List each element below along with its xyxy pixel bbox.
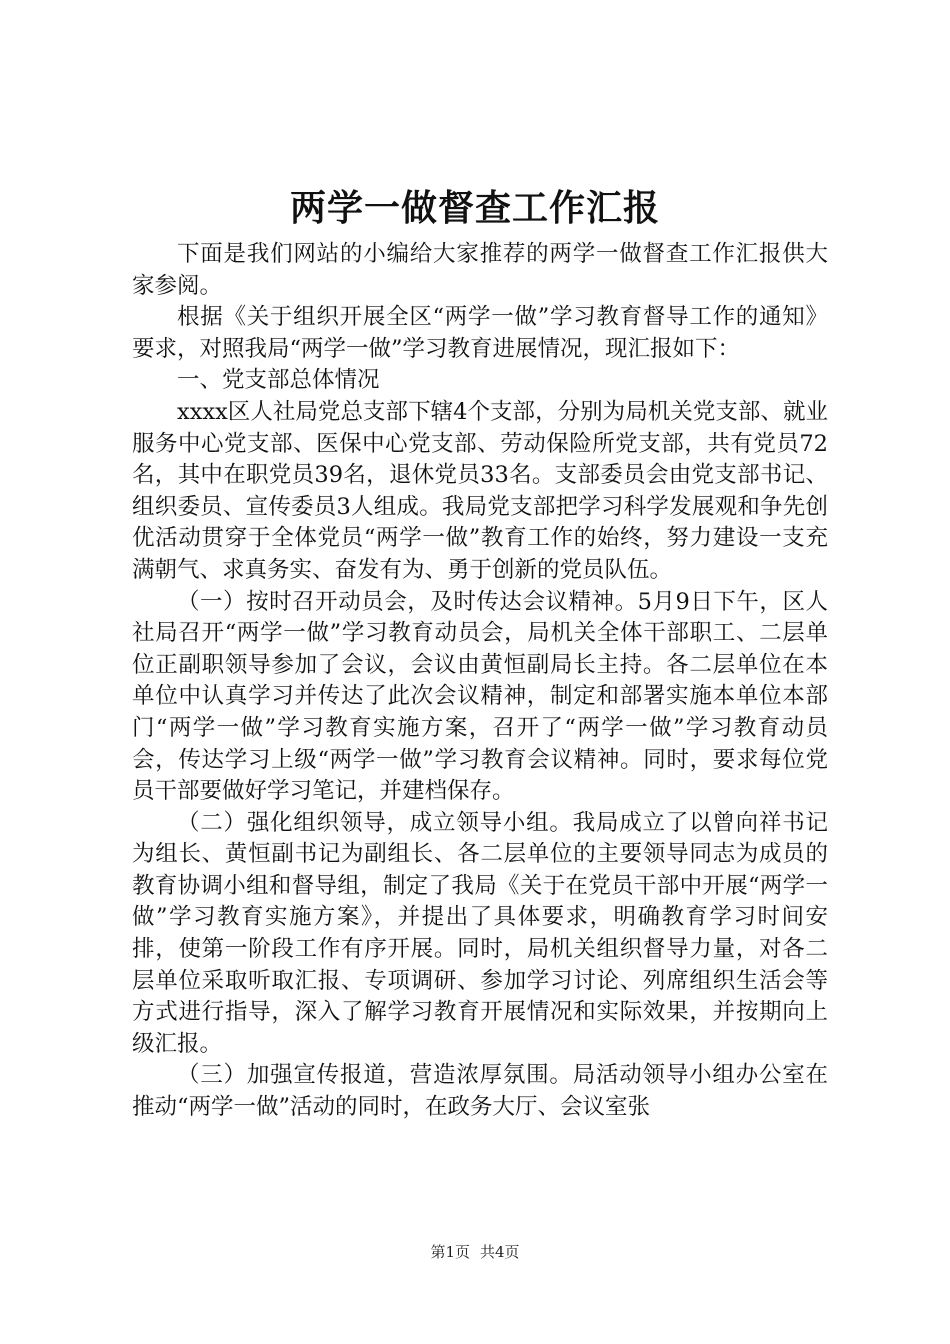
document-title: 两学一做督查工作汇报: [289, 187, 660, 229]
paragraph-item-3: （三）加强宣传报道，营造浓厚氛围。局活动领导小组办公室在推动“两学一做”活动的同时，在政务大厅、会议室张: [132, 1062, 828, 1121]
page-footer: [0, 1240, 950, 1264]
paragraph-notice: 根据《关于组织开展全区“两学一做”学习教育督导工作的通知》要求，对照我局“两学一做”学习教育进展情况，现汇报如下：: [132, 304, 828, 362]
paragraph-item-1: （一）按时召开动员会，及时传达会议精神。5月9日下午，区人社局召开“两学一做”学习教育动员会，局机关全体干部职工、二层单位正副职领导参加了会议，会议由黄恒副局长主持。各二层单位在本单位中认真学习并传达了此次会议精神，制定和部署实施本单位本部门“两学一做”学习教育实施方案，召开了“两学一做”学习教育动员会，传达学习上级“两学一做”学习教育会议精神。同时，要求每位党员干部要做好学习笔记，并建档保存。: [132, 588, 828, 805]
paragraph-overview: xxxx区人社局党总支部下辖4个支部，分别为局机关党支部、就业服务中心党支部、医保中心党支部、劳动保险所党支部，共有党员72名，其中在职党员39名，退休党员33名。支部委员会由党支部书记、组织委员、宣传委员3人组成。我局党支部把学习科学发展观和争先创优活动贯穿于全体党员“两学一做”教育工作的始终，努力建设一支充满朝气、求真务实、奋发有为、勇于创新的党员队伍。: [132, 398, 828, 583]
paragraph-intro: 下面是我们网站的小编给大家推荐的两学一做督查工作汇报供大家参阅。: [132, 241, 828, 299]
document-body: [132, 239, 828, 1124]
section-heading: 一、党支部总体情况: [177, 367, 380, 394]
page-number: 第1页: [430, 1243, 470, 1261]
page-total: 共4页: [480, 1243, 520, 1261]
paragraph-item-2: （二）强化组织领导，成立领导小组。我局成立了以曾向祥书记为组长、黄恒副书记为副组长、各二层单位的主要领导同志为成员的教育协调小组和督导组，制定了我局《关于在党员干部中开展“两学一做”学习教育实施方案》，并提出了具体要求，明确教育学习时间安排，使第一阶段工作有序开展。同时，局机关组织督导力量，对各二层单位采取听取汇报、专项调研、参加学习讨论、列席组织生活会等方式进行指导，深入了解学习教育开展情况和实际效果，并按期向上级汇报。: [132, 809, 828, 1057]
